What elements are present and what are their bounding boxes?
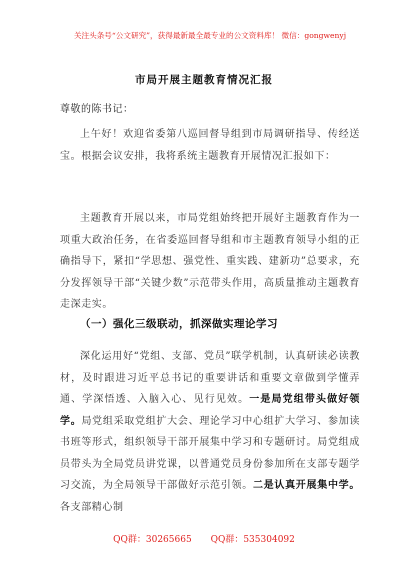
section-text-3: 各支部精心制	[60, 501, 124, 513]
section-text-2: 局党组采取党组扩大会、理论学习中心组扩大学习、参加读书班等形式，组织领导干部开展集中学习和专题研讨。局党组成员带头为全局党员讲党课，以普通党员身份参加所在支部专题学习交流，为全局领导干部做好示范引领。	[60, 415, 360, 491]
footer	[0, 532, 408, 545]
footer-qq-group-2: QQ群：535304092	[210, 535, 295, 545]
paragraph-overview: 主题教育开展以来，市局党组始终把开展好主题教育作为一项重大政治任务，在省委巡回督导组和市主题教育领导小组的正确指导下，紧扣“学思想、强党性、重实践、建新功”总要求，充分发挥领导干部“关键少数”示范带头作用，高质量推动主题教育走深走实。	[60, 213, 360, 310]
document-title: 市局开展主题教育情况汇报	[135, 74, 273, 86]
header-banner: 关注头条号“公文研究”，获得最新最全最专业的公文资料库！ 微信：gongwenyj	[73, 31, 347, 40]
paragraph-section-one	[60, 346, 360, 518]
section-heading: （一）强化三级联动，抓深做实理论学习	[80, 318, 278, 330]
salutation: 尊敬的陈书记：	[60, 104, 134, 115]
paragraph-greeting: 上午好！欢迎省委第八巡回督导组到市局调研指导、传经送宝。根据会议安排，我将系统主题教育开展情况汇报如下：	[60, 129, 360, 162]
section-bold-1: 一是局党组带头做好领学。	[60, 394, 361, 427]
section-bold-2: 二是认真开展集中学。	[252, 480, 360, 491]
footer-qq-group-1: QQ群：30265665	[113, 535, 192, 545]
section-text-1: 深化运用好“党组、支部、党员”联学机制，认真研读必读教材，及时跟进习近平总书记的重要讲话和重要文章做到学懂弄通、学深悟透、入脑入心、见行见效。	[60, 351, 360, 405]
